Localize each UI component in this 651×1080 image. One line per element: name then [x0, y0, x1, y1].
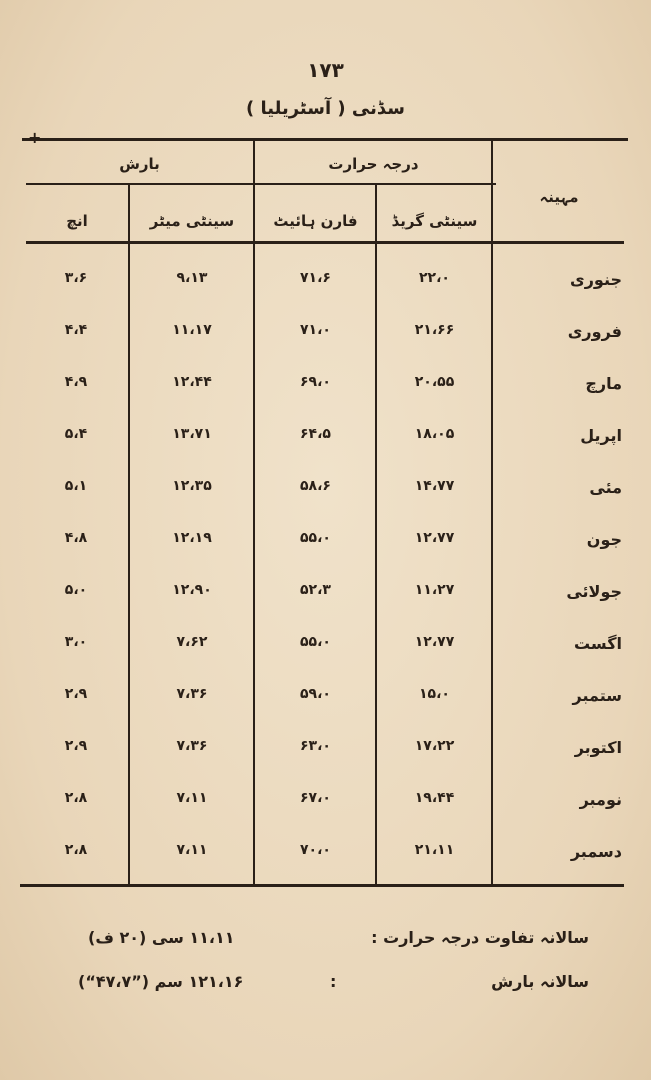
table-row	[22, 724, 622, 776]
celsius-cell: ۱۱،۲۷	[414, 582, 455, 598]
table-row	[22, 464, 622, 516]
centimeter-cell: ۱۲،۳۵	[172, 478, 212, 494]
centimeter-cell: ۷،۳۶	[176, 738, 208, 754]
inch-cell: ۳،۶	[64, 270, 88, 286]
annual-range-value: ۱۱،۱۱ سی (۲۰ ف)	[88, 928, 235, 947]
centimeter-cell: ۱۲،۱۹	[172, 530, 212, 546]
celsius-cell: ۱۸،۰۵	[414, 426, 455, 442]
header-month: مہینہ	[539, 188, 579, 206]
month-cell: اپریل	[580, 426, 622, 445]
fahrenheit-cell: ۵۵،۰	[300, 530, 331, 546]
fahrenheit-cell: ۷۰،۰	[300, 842, 331, 858]
month-cell: مارچ	[585, 374, 622, 393]
table-row	[22, 412, 622, 464]
fahrenheit-cell: ۶۴،۵	[300, 426, 331, 442]
header-temperature: درجہ حرارت	[328, 155, 419, 173]
fahrenheit-cell: ۶۳،۰	[300, 738, 331, 754]
inch-cell: ۲،۹	[64, 738, 88, 754]
month-cell: جون	[586, 530, 622, 549]
table-row	[22, 568, 622, 620]
celsius-cell: ۱۴،۷۷	[414, 478, 455, 494]
celsius-cell: ۲۱،۶۶	[414, 322, 455, 338]
table-row	[22, 776, 622, 828]
inch-cell: ۵،۱	[64, 478, 88, 494]
annual-range-label: سالانہ تفاوت درجہ حرارت :	[371, 928, 589, 947]
celsius-cell: ۲۰،۵۵	[414, 374, 455, 390]
celsius-cell: ۱۹،۴۴	[414, 790, 455, 806]
inch-cell: ۴،۸	[64, 530, 88, 546]
fahrenheit-cell: ۶۷،۰	[300, 790, 331, 806]
annual-rain-value: ۱۲۱،۱۶ سم (”۴۷،۷“)	[78, 972, 244, 991]
rule-end-mark: +	[28, 128, 42, 147]
centimeter-cell: ۷،۳۶	[176, 686, 208, 702]
centimeter-cell: ۷،۱۱	[176, 842, 208, 858]
header-group-rule	[26, 183, 496, 185]
table-row	[22, 256, 622, 308]
fahrenheit-cell: ۵۵،۰	[300, 634, 331, 650]
month-cell: دسمبر	[570, 842, 622, 861]
header-inch: انچ	[66, 212, 88, 230]
table-row	[22, 360, 622, 412]
celsius-cell: ۱۵،۰	[419, 686, 450, 702]
header-rainfall: بارش	[119, 155, 160, 173]
table-title: سڈنی ( آسٹریلیا )	[246, 98, 405, 119]
celsius-cell: ۲۲،۰	[419, 270, 450, 286]
fahrenheit-cell: ۶۹،۰	[300, 374, 331, 390]
centimeter-cell: ۱۱،۱۷	[172, 322, 212, 338]
table-row	[22, 308, 622, 360]
month-cell: اکتوبر	[574, 738, 622, 757]
header-fahrenheit: فارن ہائیٹ	[273, 212, 358, 230]
inch-cell: ۲،۸	[64, 842, 88, 858]
inch-cell: ۴،۹	[64, 374, 88, 390]
centimeter-cell: ۷،۱۱	[176, 790, 208, 806]
header-centimeter: سینٹی میٹر	[149, 212, 235, 230]
fahrenheit-cell: ۵۹،۰	[300, 686, 331, 702]
table-row	[22, 620, 622, 672]
table-top-rule	[22, 138, 628, 141]
month-cell: جولائی	[566, 582, 622, 601]
celsius-cell: ۱۲،۷۷	[414, 530, 455, 546]
month-cell: ستمبر	[572, 686, 622, 705]
month-cell: مئی	[589, 478, 622, 497]
fahrenheit-cell: ۷۱،۰	[300, 322, 331, 338]
celsius-cell: ۱۲،۷۷	[414, 634, 455, 650]
header-celsius: سینٹی گریڈ	[391, 212, 478, 230]
centimeter-cell: ۱۳،۷۱	[172, 426, 212, 442]
celsius-cell: ۱۷،۲۲	[414, 738, 455, 754]
centimeter-cell: ۱۲،۹۰	[172, 582, 212, 598]
month-cell: نومبر	[579, 790, 622, 809]
centimeter-cell: ۱۲،۴۴	[172, 374, 212, 390]
inch-cell: ۵،۰	[64, 582, 88, 598]
centimeter-cell: ۷،۶۲	[176, 634, 208, 650]
annual-rain-label: سالانہ بارش	[491, 972, 589, 991]
table-row	[22, 828, 622, 880]
inch-cell: ۴،۴	[64, 322, 88, 338]
month-cell: جنوری	[570, 270, 622, 289]
fahrenheit-cell: ۵۸،۶	[300, 478, 331, 494]
table-row	[22, 516, 622, 568]
inch-cell: ۲،۸	[64, 790, 88, 806]
fahrenheit-cell: ۷۱،۶	[300, 270, 331, 286]
celsius-cell: ۲۱،۱۱	[414, 842, 455, 858]
centimeter-cell: ۹،۱۳	[176, 270, 208, 286]
header-bottom-rule	[26, 241, 624, 244]
fahrenheit-cell: ۵۲،۳	[300, 582, 331, 598]
table-row	[22, 672, 622, 724]
month-cell: اگست	[573, 634, 622, 653]
table-bottom-rule	[20, 884, 624, 887]
month-cell: فروری	[567, 322, 622, 341]
page-number: ۱۷۳	[307, 58, 344, 82]
annual-rain-colon: :	[330, 972, 337, 991]
inch-cell: ۵،۴	[64, 426, 88, 442]
inch-cell: ۲،۹	[64, 686, 88, 702]
inch-cell: ۳،۰	[64, 634, 88, 650]
